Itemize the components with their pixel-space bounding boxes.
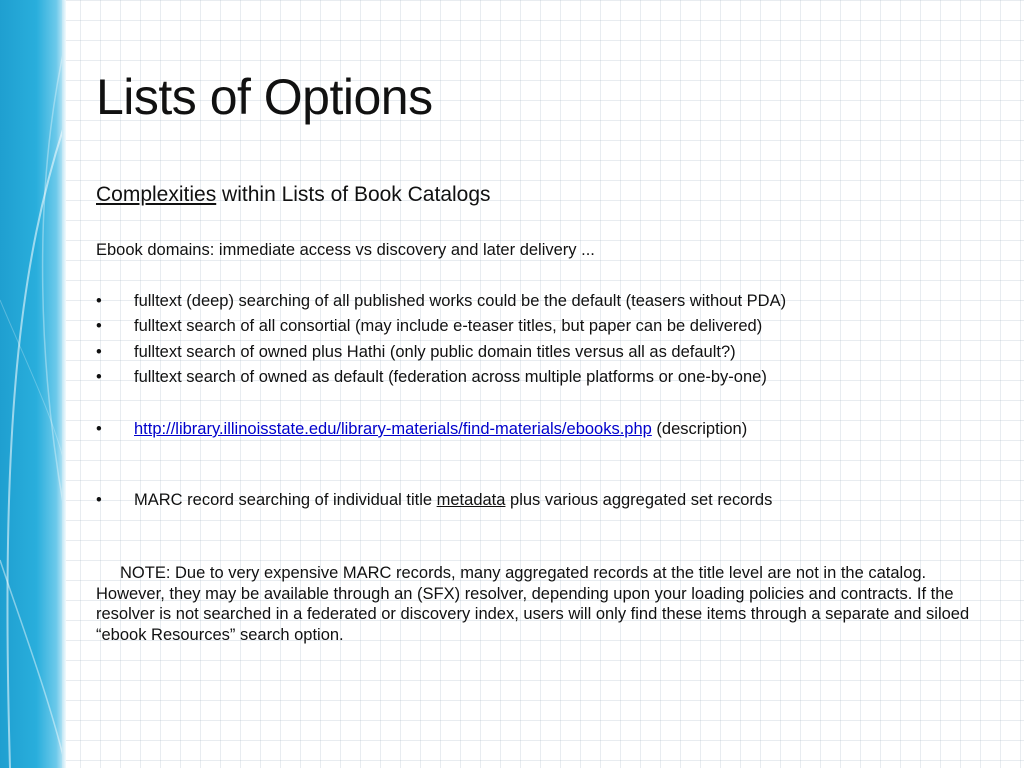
complexities-link[interactable]: Complexities: [96, 183, 217, 206]
bullet-text: [134, 491, 772, 510]
side-band-edge: [62, 0, 66, 768]
intro-text: Ebook domains: immediate access vs discovery and later delivery ...: [96, 241, 595, 259]
bullet-text: fulltext search of owned plus Hathi (only public domain titles versus all as default?): [134, 343, 736, 361]
bullet-marker: •: [96, 368, 102, 386]
marc-text-after: plus various aggregated set records: [505, 491, 773, 509]
bullet-marker: •: [96, 292, 102, 310]
marc-text-before: MARC record searching of individual title: [134, 491, 437, 509]
slide-title: Lists of Options: [96, 69, 433, 125]
note-paragraph: NOTE: Due to very expensive MARC records, many aggregated records at the title level are not in the catalog. However, they may be available through an (SFX) resolver, depending upon your loading policies and contracts. If the resolver is not searched in a federated or discovery index, users will only find these items through a separate and siloed “ebook Resources” search option.: [96, 564, 970, 644]
bullet-marker: •: [96, 420, 102, 438]
bullet-marker: •: [96, 491, 102, 509]
decorative-curves: [0, 0, 66, 768]
bullet-marker: •: [96, 343, 102, 361]
subtitle-rest: within Lists of Book Catalogs: [216, 183, 491, 206]
slide-subtitle: [96, 183, 491, 207]
bullet-text: fulltext search of owned as default (federation across multiple platforms or one-by-one): [134, 368, 767, 386]
metadata-link[interactable]: metadata: [436, 491, 506, 509]
decorative-side-band: [0, 0, 66, 768]
bullet-text: fulltext (deep) searching of all published works could be the default (teasers without PDA): [134, 292, 787, 310]
link-description: (description): [651, 420, 748, 438]
ebooks-page-link[interactable]: http://library.illinoisstate.edu/library-materials/find-materials/ebooks.php: [134, 420, 652, 438]
bullet-text: [134, 420, 747, 439]
bullet-marker: •: [96, 317, 102, 335]
bullet-text: fulltext search of all consortial (may include e-teaser titles, but paper can be delivered): [134, 317, 763, 335]
